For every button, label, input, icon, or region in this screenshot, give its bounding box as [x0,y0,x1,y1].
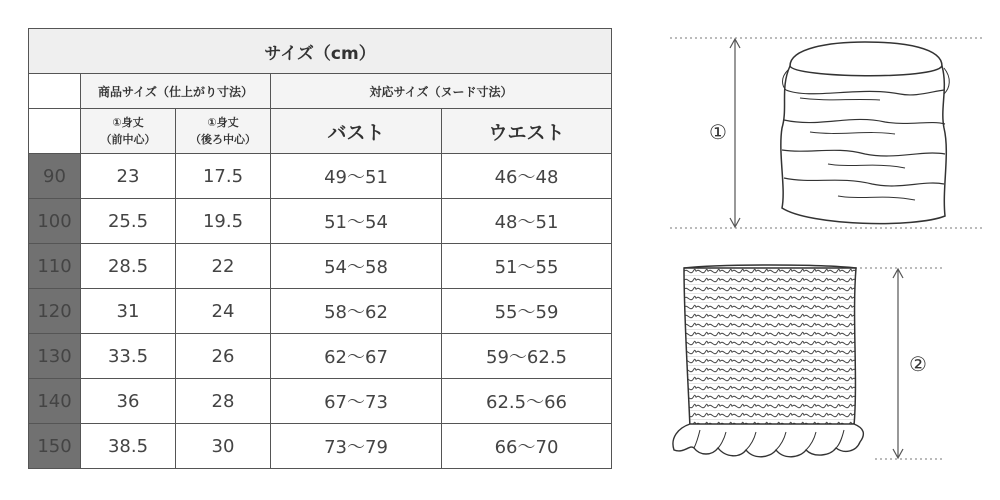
bust-cell: 49～51 [271,154,442,199]
size-chart-table [28,28,612,469]
size-cell: 140 [29,379,81,424]
waist-cell: 66～70 [442,424,612,469]
marker-1-label: ① [709,120,727,144]
bust-cell: 58～62 [271,289,442,334]
waist-header: ウエスト [442,109,612,154]
back-length-cell: 19.5 [176,199,271,244]
size-cell: 150 [29,424,81,469]
table-row [29,199,612,244]
table-row [29,154,612,199]
waist-cell: 59～62.5 [442,334,612,379]
length-arrow-1 [730,39,740,227]
bust-header: バスト [271,109,442,154]
header-corner-cell [29,74,81,109]
back-length-cell: 22 [176,244,271,289]
waist-cell: 48～51 [442,199,612,244]
front-length-cell: 36 [81,379,176,424]
garment-shirred-body-icon [684,265,856,428]
back-length-sub-label: （後ろ中心） [190,133,256,146]
back-length-cell: 26 [176,334,271,379]
garment-ruffle-hem-icon [673,424,863,457]
front-length-header [81,109,176,154]
front-length-cell: 38.5 [81,424,176,469]
header-corner-cell-2 [29,109,81,154]
table-row [29,244,612,289]
size-cell: 110 [29,244,81,289]
bust-cell: 51～54 [271,199,442,244]
fit-size-group-header: 対応サイズ（ヌード寸法） [271,74,612,109]
waist-cell: 55～59 [442,289,612,334]
size-cell: 90 [29,154,81,199]
table-row [29,334,612,379]
product-size-group-header: 商品サイズ（仕上がり寸法） [81,74,271,109]
front-length-sub-label: （前中心） [100,133,156,146]
back-length-cell: 24 [176,289,271,334]
back-length-label: ①身丈 [207,116,239,129]
back-length-cell: 30 [176,424,271,469]
table-row [29,289,612,334]
back-length-header [176,109,271,154]
front-length-cell: 31 [81,289,176,334]
front-length-cell: 33.5 [81,334,176,379]
table-row [29,379,612,424]
size-cell: 100 [29,199,81,244]
front-length-cell: 28.5 [81,244,176,289]
shirred-tube-top-illustration [660,258,1000,468]
waist-cell: 62.5～66 [442,379,612,424]
waist-cell: 51～55 [442,244,612,289]
size-cell: 130 [29,334,81,379]
marker-2-label: ② [909,352,927,376]
table-title: サイズ（cm） [29,29,612,74]
waist-cell: 46～48 [442,154,612,199]
tube-top-front-illustration [660,28,1000,233]
bust-cell: 62～67 [271,334,442,379]
bust-cell: 67～73 [271,379,442,424]
bust-cell: 54～58 [271,244,442,289]
table-row [29,424,612,469]
back-length-cell: 28 [176,379,271,424]
size-cell: 120 [29,289,81,334]
front-length-cell: 23 [81,154,176,199]
bust-cell: 73～79 [271,424,442,469]
front-length-label: ①身丈 [112,116,144,129]
back-length-cell: 17.5 [176,154,271,199]
front-length-cell: 25.5 [81,199,176,244]
length-arrow-2 [893,269,903,458]
garment-gathered-top-icon [781,42,949,224]
